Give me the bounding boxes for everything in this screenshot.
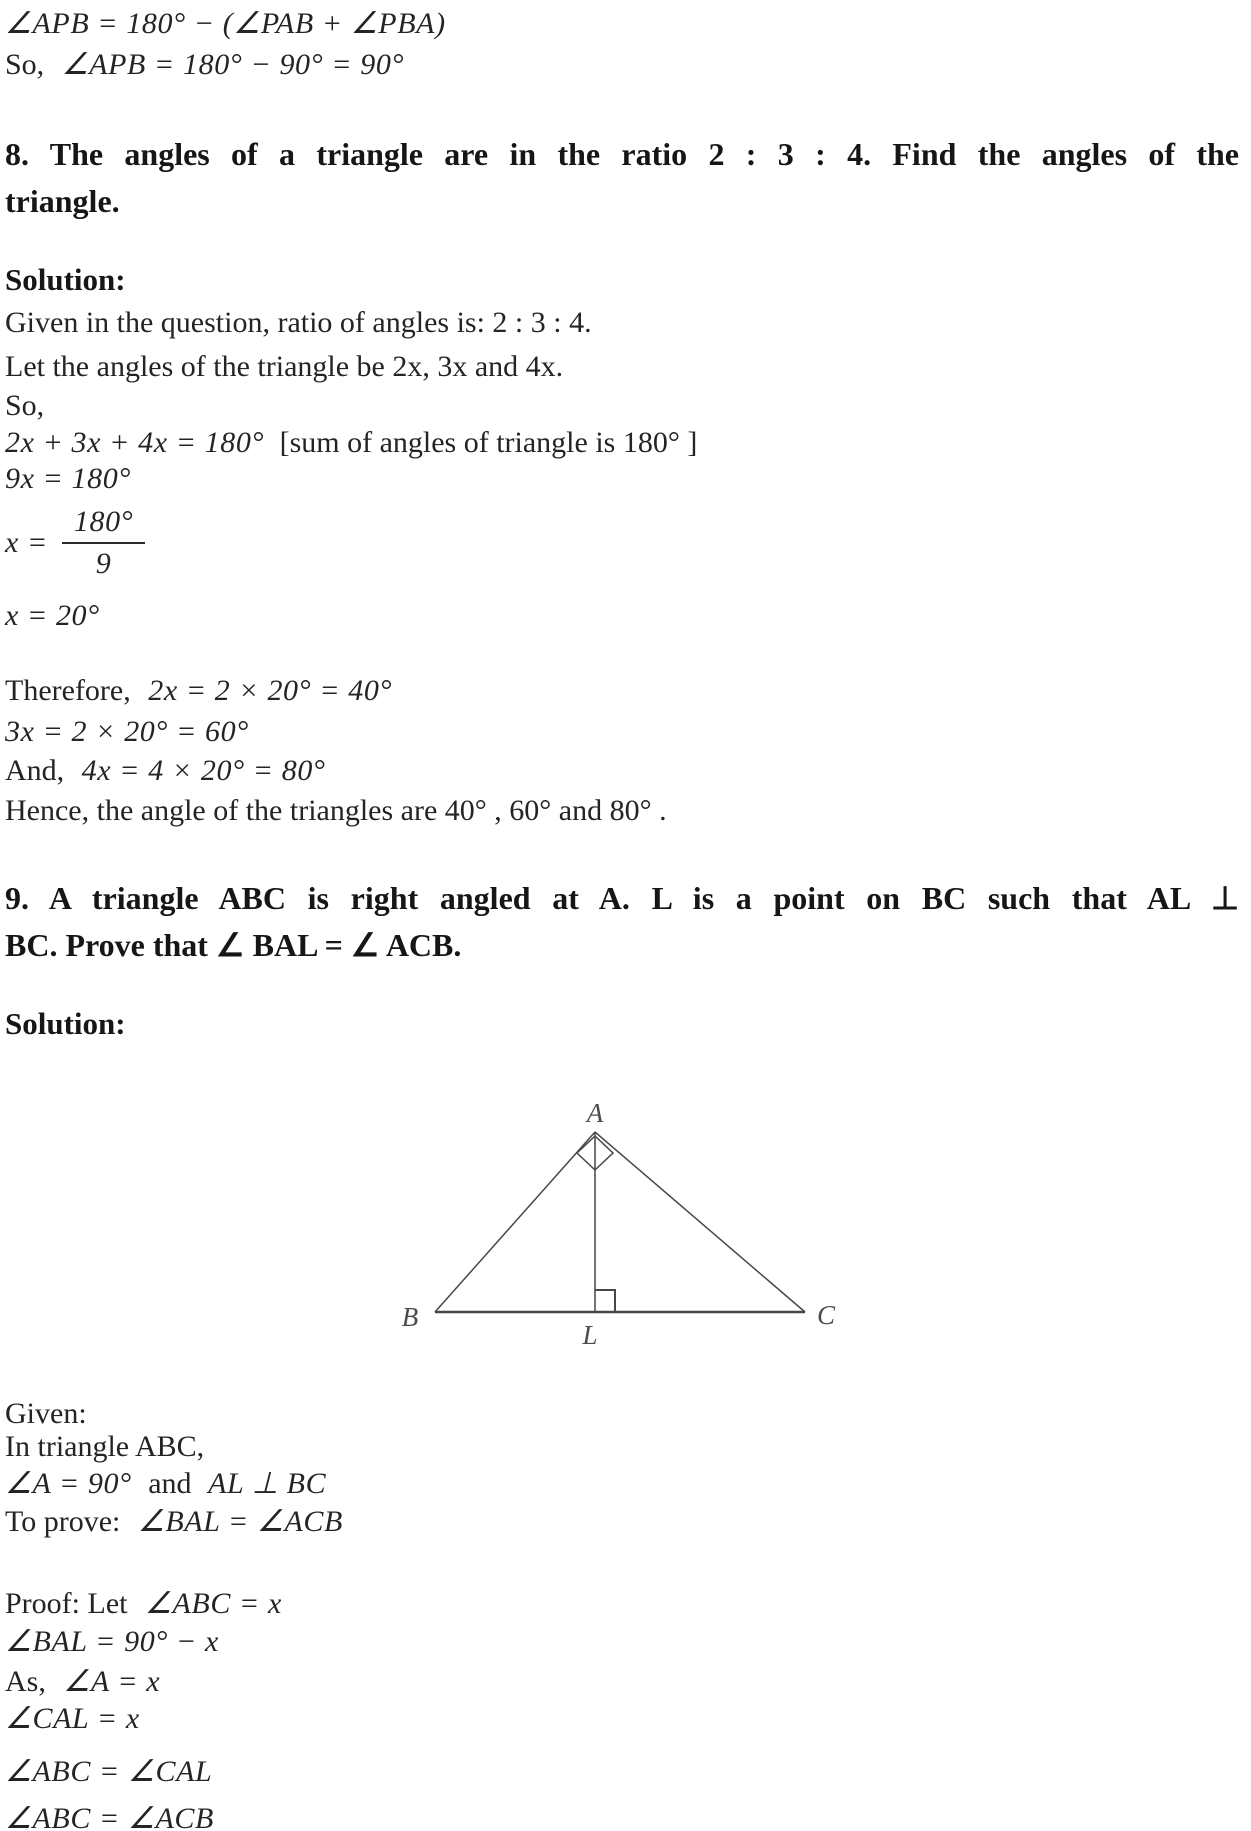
math-expression: 4x = 4 × 20° = 80°	[81, 754, 326, 787]
math-expression: x = 20°	[5, 599, 100, 632]
math-expression: ∠ABC = ∠CAL	[5, 1755, 213, 1788]
q9-solution-label: Solution:	[5, 1006, 126, 1041]
q9-to-prove-line	[5, 1504, 343, 1540]
q9-as-line	[5, 1664, 160, 1700]
math-expression: ∠CAL = x	[5, 1702, 140, 1735]
q8-given-line	[5, 305, 592, 341]
q8-and-line	[5, 753, 326, 789]
foot-label-l: L	[582, 1320, 598, 1350]
triangle-side-ab	[435, 1132, 595, 1312]
q8-therefore-line	[5, 673, 392, 709]
question-9-heading-line-2: BC. Prove that ∠ BAL = ∠ ACB.	[5, 927, 462, 963]
q8-solution-label: Solution:	[5, 262, 126, 297]
vertex-label-b: B	[401, 1302, 419, 1332]
q9-angle-a-line	[5, 1466, 326, 1502]
q8-let-line	[5, 349, 563, 385]
text-prefix: As,	[5, 1665, 46, 1698]
vertex-label-c: C	[817, 1300, 836, 1330]
equation-note: [sum of angles of triangle is 180° ]	[279, 426, 698, 459]
fraction-denominator: 9	[95, 547, 112, 580]
q9-bal-equation	[5, 1624, 219, 1660]
q9-abc-acb-equation	[5, 1801, 214, 1831]
question-8-heading-line-2: triangle.	[5, 183, 120, 219]
text: Given:	[5, 1397, 87, 1430]
text: So,	[5, 389, 45, 422]
math-expression: AL ⊥ BC	[208, 1467, 327, 1500]
math-expression: 2x = 2 × 20° = 40°	[148, 674, 393, 707]
question-9-heading-line-1: 9. A triangle ABC is right angled at A. L is a point on BC such that AL ⊥	[5, 880, 1239, 916]
text-prefix: And,	[5, 754, 65, 787]
math-expression: 2x + 3x + 4x = 180°	[5, 426, 265, 459]
triangle-figure	[338, 1082, 838, 1362]
math-expression: ∠A = 90°	[5, 1467, 132, 1500]
fraction-numerator: 180°	[62, 505, 145, 544]
q9-given-label	[5, 1396, 87, 1432]
text: Hence, the angle of the triangles are 40° , 60° and 80° .	[5, 794, 667, 827]
vertex-label-a: A	[586, 1098, 604, 1128]
q9-proof-line	[5, 1586, 282, 1622]
text: Given in the question, ratio of angles is: 2 : 3 : 4.	[5, 306, 592, 339]
q8-hence-line	[5, 793, 667, 829]
text-prefix: Therefore,	[5, 674, 131, 707]
math-expression: 3x = 2 × 20° = 60°	[5, 715, 249, 748]
text: In triangle ABC,	[5, 1430, 205, 1463]
q8-fraction-equation	[5, 505, 145, 581]
math-expression: ∠ABC = x	[144, 1587, 282, 1620]
q8-3x-equation	[5, 714, 249, 750]
math-expression: 9x = 180°	[5, 462, 131, 495]
q9-cal-equation	[5, 1701, 140, 1737]
question-8-heading-line-1: 8. The angles of a triangle are in the ratio 2 : 3 : 4. Find the angles of the	[5, 136, 1239, 172]
math-expression: ∠A = x	[63, 1665, 161, 1698]
q8-9x-equation	[5, 461, 131, 497]
fraction	[62, 505, 145, 581]
math-expression: x =	[5, 526, 48, 559]
math-expression: ∠ABC = ∠ACB	[5, 1802, 214, 1831]
math-expression: ∠APB = 180° − (∠PAB + ∠PBA)	[5, 7, 446, 40]
q8-sum-equation	[5, 425, 697, 461]
text-prefix: So,	[5, 48, 45, 81]
text: Let the angles of the triangle be 2x, 3x and 4x.	[5, 350, 564, 383]
math-expression: ∠BAL = ∠ACB	[137, 1505, 343, 1538]
text: and	[148, 1467, 192, 1500]
q9-abc-cal-equation	[5, 1754, 212, 1790]
text-prefix: To prove:	[5, 1505, 121, 1538]
intro-equation-2	[5, 47, 404, 83]
q8-x20-equation	[5, 598, 100, 634]
q9-in-triangle-line	[5, 1429, 204, 1465]
right-angle-mark-at-l	[595, 1290, 615, 1312]
math-expression: ∠BAL = 90° − x	[5, 1625, 219, 1658]
math-expression: ∠APB = 180° − 90° = 90°	[61, 48, 405, 81]
text-prefix: Proof: Let	[5, 1587, 128, 1620]
intro-equation-1	[5, 6, 446, 42]
triangle-side-ac	[595, 1132, 805, 1312]
q8-so-line	[5, 388, 44, 424]
